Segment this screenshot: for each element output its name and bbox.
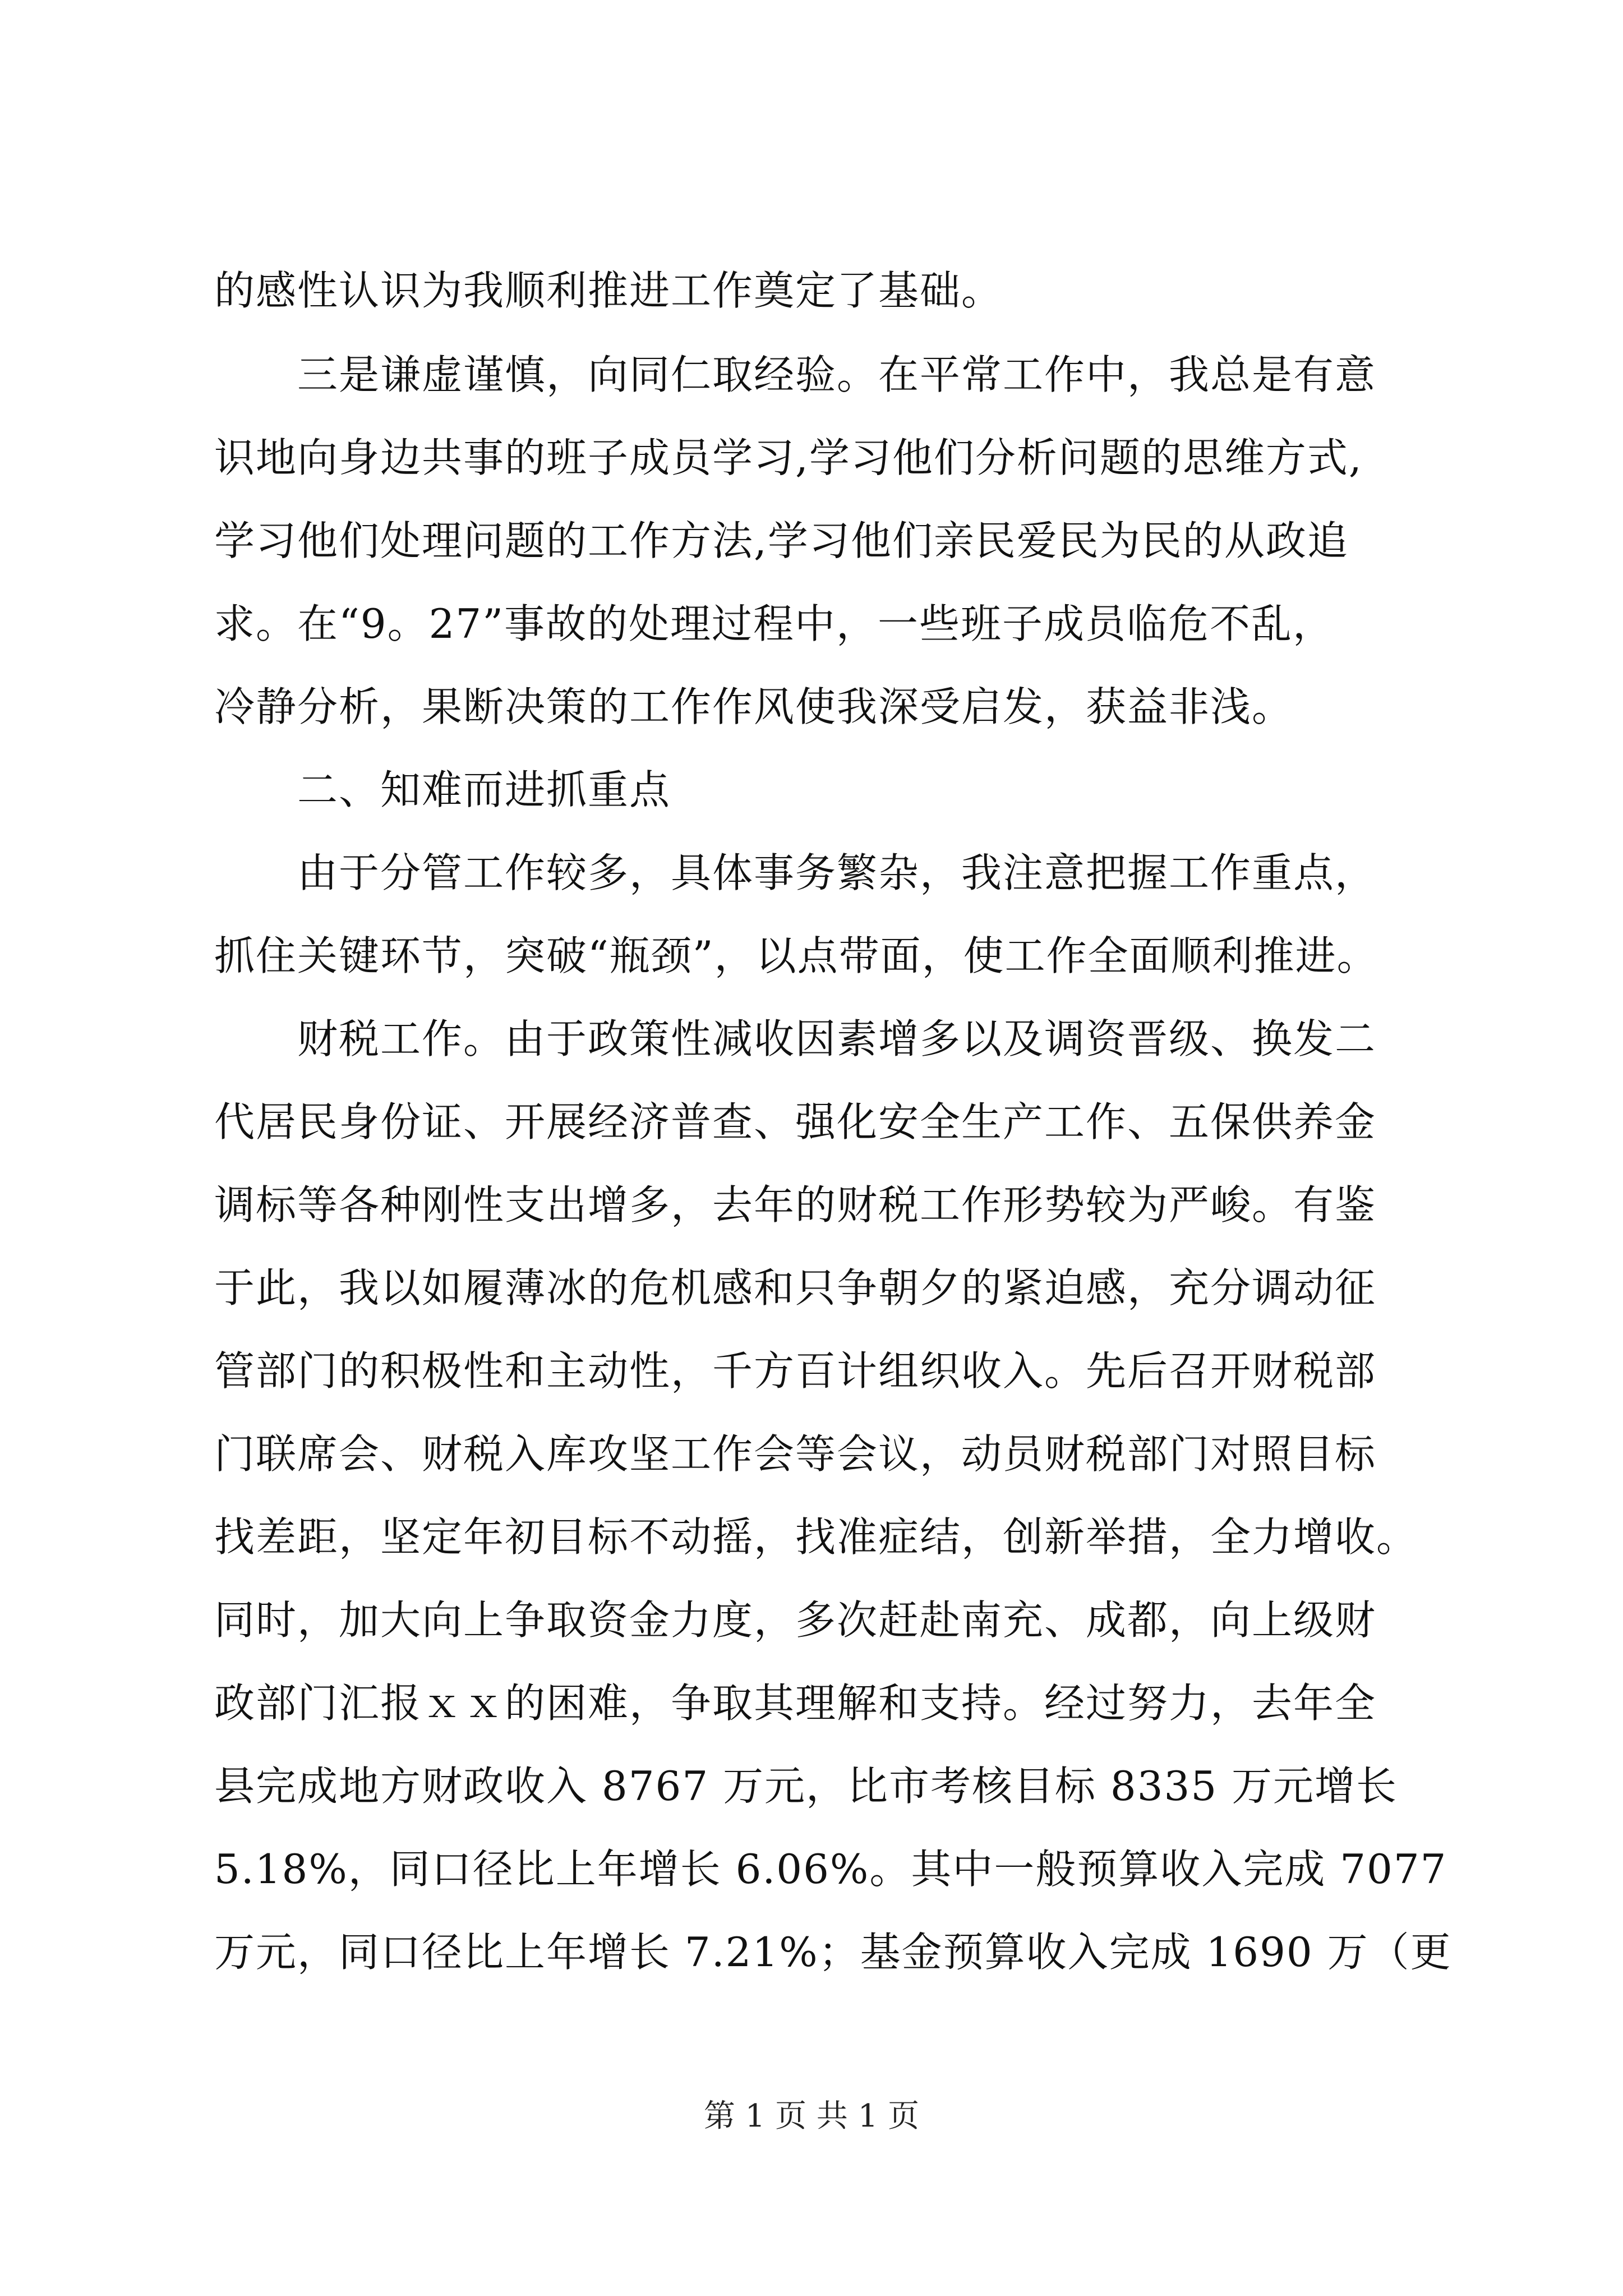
text-line: 求。在“9。27”事故的处理过程中，一些班子成员临危不乱， <box>214 600 1335 647</box>
text-line: 县完成地方财政收入 8767 万元，比市考核目标 8335 万元增长 <box>214 1763 1398 1810</box>
page-number-footer: 第 1 页 共 1 页 <box>703 2098 920 2134</box>
text-line: 找差距，坚定年初目标不动摇，找准症结，创新举措，全力增收。 <box>214 1513 1418 1561</box>
section-heading: 二、知难而进抓重点 <box>214 766 671 813</box>
text-line: 管部门的积极性和主动性，千方百计组织收入。先后召开财税部 <box>214 1347 1377 1395</box>
text-line: 同时，加大向上争取资金力度，多次赶赴南充、成都，向上级财 <box>214 1596 1377 1644</box>
text-line: 财税工作。由于政策性减收因素增多以及调资晋级、换发二 <box>214 1015 1377 1062</box>
text-line: 由于分管工作较多，具体事务繁杂，我注意把握工作重点， <box>214 849 1377 896</box>
text-line: 三是谦虚谨慎，向同仁取经验。在平常工作中，我总是有意 <box>214 351 1377 398</box>
text-line: 门联席会、财税入库攻坚工作会等会议，动员财税部门对照目标 <box>214 1430 1377 1478</box>
text-line: 万元，同口径比上年增长 7.21%；基金预算收入完成 1690 万（更 <box>214 1929 1452 1976</box>
text-line: 冷静分析，果断决策的工作作风使我深受启发，获益非浅。 <box>214 683 1294 730</box>
text-line: 学习他们处理问题的工作方法,学习他们亲民爱民为民的从政追 <box>214 517 1349 564</box>
text-line: 5.18%，同口径比上年增长 6.06%。其中一般预算收入完成 7077 <box>214 1846 1447 1893</box>
text-line: 于此，我以如履薄冰的危机感和只争朝夕的紧迫感，充分调动征 <box>214 1264 1377 1312</box>
text-line: 抓住关键环节，突破“瓶颈”，以点带面，使工作全面顺利推进。 <box>214 932 1378 979</box>
text-line: 调标等各种刚性支出增多，去年的财税工作形势较为严峻。有鉴 <box>214 1181 1377 1228</box>
text-line: 政部门汇报ｘｘ的困难，争取其理解和支持。经过努力，去年全 <box>214 1680 1377 1727</box>
text-line: 的感性认识为我顺利推进工作奠定了基础。 <box>214 267 1003 314</box>
text-line: 代居民身份证、开展经济普查、强化安全生产工作、五保供养金 <box>214 1098 1377 1145</box>
text-line: 识地向身边共事的班子成员学习,学习他们分析问题的思维方式, <box>214 434 1363 481</box>
